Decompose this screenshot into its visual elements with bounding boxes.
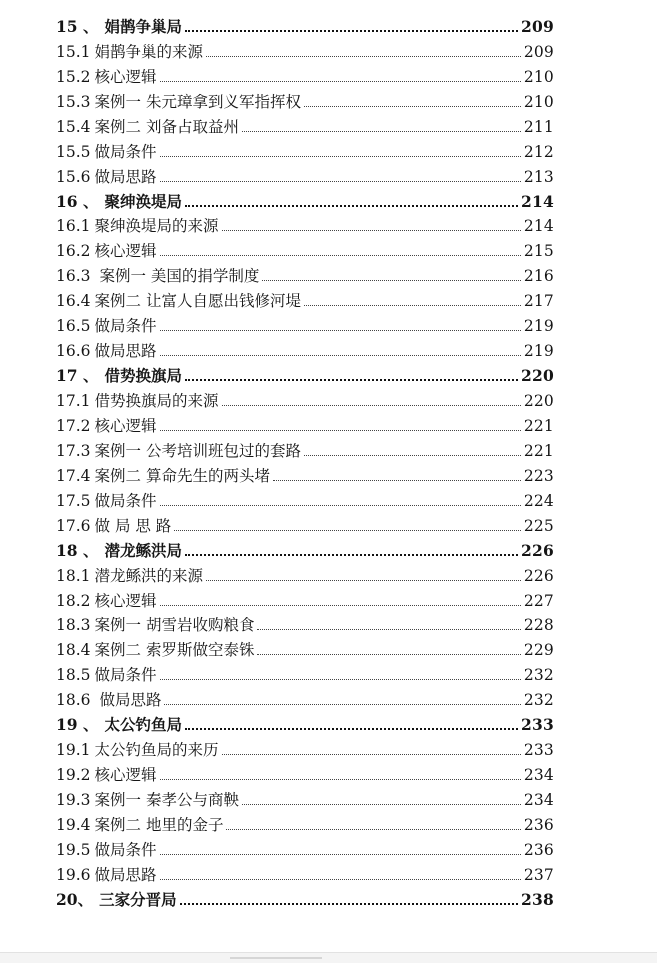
toc-entry-title: 案例二 索罗斯做空泰铢 (94, 641, 255, 660)
toc-chapter-entry[interactable] (56, 537, 554, 562)
dot-leader (185, 30, 518, 32)
toc-chapter-entry[interactable] (56, 362, 554, 387)
toc-entry-title: 太公钓鱼局的来历 (94, 741, 219, 760)
dot-leader (160, 430, 521, 431)
dot-leader (206, 56, 521, 57)
toc-section-entry[interactable] (56, 736, 554, 761)
toc-page-number: 220 (521, 366, 554, 386)
dot-leader (160, 679, 521, 680)
dot-leader (185, 205, 518, 207)
dot-leader (304, 106, 521, 107)
dot-leader (222, 754, 521, 755)
toc-page-number: 214 (523, 217, 554, 236)
dot-leader (160, 330, 521, 331)
toc-entry-title: 三家分晋局 (99, 889, 177, 909)
dot-leader (160, 255, 521, 256)
toc-entry-title: 核心逻辑 (94, 416, 157, 435)
toc-section-entry[interactable] (56, 163, 554, 188)
toc-page-number: 215 (523, 242, 554, 261)
toc-entry-title: 娟鹊争巢的来源 (94, 42, 204, 61)
toc-entry-number: 18 、 (56, 540, 99, 560)
dot-leader (222, 230, 521, 231)
toc-page-number: 233 (523, 741, 554, 760)
toc-entry-title: 案例二 让富人自愿出钱修河堤 (94, 292, 301, 311)
toc-section-entry[interactable] (56, 587, 554, 612)
toc-entry-number: 17 、 (56, 366, 99, 386)
toc-entry-number: 15.1 (56, 42, 91, 61)
toc-section-entry[interactable] (56, 612, 554, 637)
toc-page-number: 238 (521, 889, 554, 909)
toc-entry-number: 19.1 (56, 741, 91, 760)
toc-entry-title: 案例一 秦孝公与商鞅 (94, 791, 239, 809)
dot-leader (242, 804, 521, 805)
toc-section-entry[interactable] (56, 836, 554, 861)
toc-entry-number: 20、 (56, 889, 94, 909)
toc-section-entry[interactable] (56, 512, 554, 537)
toc-section-entry[interactable] (56, 412, 554, 437)
dot-leader (160, 854, 521, 855)
toc-entry-title: 做局条件 (94, 317, 157, 336)
toc-entry-number: 19.3 (56, 791, 91, 809)
dot-leader (160, 879, 521, 880)
toc-section-entry[interactable] (56, 761, 554, 786)
toc-entry-title: 案例二 刘备占取益州 (94, 117, 239, 136)
dot-leader (160, 81, 521, 82)
dot-leader (222, 405, 521, 406)
dot-leader (174, 530, 521, 531)
toc-entry-title: 核心逻辑 (94, 242, 157, 261)
toc-entry-title: 案例一 朱元璋拿到义军指挥权 (94, 92, 301, 111)
toc-section-entry[interactable] (56, 287, 554, 312)
toc-page-number: 232 (523, 691, 554, 710)
toc-entry-number: 17.6 (56, 516, 91, 535)
toc-page-number: 232 (523, 666, 554, 685)
dot-leader (160, 181, 521, 182)
toc-entry-number: 18.3 (56, 616, 91, 635)
toc-page-number: 220 (523, 392, 554, 410)
toc-page-number: 219 (523, 317, 554, 336)
toc-entry-number: 18.1 (56, 566, 91, 585)
toc-entry-number: 16.4 (56, 292, 91, 311)
toc-section-entry[interactable] (56, 861, 554, 886)
toc-chapter-entry[interactable] (56, 886, 554, 911)
toc-entry-number: 17.2 (56, 416, 91, 435)
toc-entry-title: 案例一 美国的捐学制度 (94, 267, 260, 286)
toc-entry-title: 聚绅涣堤局 (104, 191, 182, 211)
toc-page-number: 209 (523, 42, 554, 61)
toc-section-entry[interactable] (56, 686, 554, 711)
toc-chapter-entry[interactable] (56, 188, 554, 213)
toc-chapter-entry[interactable] (56, 13, 554, 38)
dot-leader (160, 156, 521, 157)
toc-entry-number: 18.5 (56, 666, 91, 685)
dot-leader (262, 280, 520, 281)
dot-leader (185, 728, 518, 730)
toc-page-number: 217 (523, 292, 554, 311)
toc-section-entry[interactable] (56, 312, 554, 337)
dot-leader (160, 505, 521, 506)
toc-entry-number: 18.4 (56, 641, 91, 660)
toc-section-entry[interactable] (56, 636, 554, 661)
toc-section-entry[interactable] (56, 262, 554, 287)
toc-entry-title: 太公钓鱼局 (104, 715, 182, 735)
toc-page-number: 237 (523, 865, 554, 884)
toc-section-entry[interactable] (56, 811, 554, 836)
toc-page-number: 210 (523, 67, 554, 86)
toc-page-number: 234 (523, 766, 554, 785)
toc-page-number: 216 (523, 267, 554, 286)
toc-page-number: 223 (523, 466, 554, 485)
toc-entry-number: 17.5 (56, 491, 91, 510)
toc-entry-title: 借势换旗局 (104, 366, 182, 386)
dot-leader (185, 554, 518, 556)
dot-leader (304, 455, 521, 456)
toc-chapter-entry[interactable] (56, 711, 554, 736)
toc-entry-title: 案例一 公考培训班包过的套路 (94, 441, 301, 460)
toc-entry-title: 做局思路 (94, 342, 157, 361)
toc-entry-number: 19.2 (56, 766, 91, 785)
toc-entry-title: 借势换旗局的来源 (94, 392, 219, 410)
toc-page-number: 233 (521, 715, 554, 735)
toc-section-entry[interactable] (56, 88, 554, 113)
toc-page-number: 214 (521, 191, 554, 211)
toc-page-number: 209 (521, 16, 554, 36)
toc-page-number: 236 (523, 840, 554, 859)
toc-entry-title: 做局思路 (94, 865, 157, 884)
toc-section-entry[interactable] (56, 562, 554, 587)
toc-entry-number: 15.6 (56, 167, 91, 186)
dot-leader (257, 629, 520, 630)
toc-entry-number: 15.5 (56, 142, 91, 161)
toc-page-number: 234 (523, 791, 554, 809)
toc-page-number: 211 (523, 117, 554, 136)
toc-page-number: 221 (523, 441, 554, 460)
toc-entry-number: 19 、 (56, 715, 99, 735)
dot-leader (160, 605, 521, 606)
toc-entry-title: 案例二 算命先生的两头堵 (94, 466, 270, 485)
toc-page-number: 210 (523, 92, 554, 111)
toc-page-number: 226 (523, 566, 554, 585)
toc-entry-title: 核心逻辑 (94, 591, 157, 610)
toc-section-entry[interactable] (56, 661, 554, 686)
toc-entry-title: 做 局 思 路 (94, 516, 172, 535)
toc-entry-number: 16 、 (56, 191, 99, 211)
toc-page-number: 221 (523, 416, 554, 435)
toc-section-entry[interactable] (56, 437, 554, 462)
toc-entry-title: 潜龙鲧洪局 (104, 540, 182, 560)
toc-section-entry[interactable] (56, 113, 554, 138)
toc-entry-number: 18.6 (56, 691, 91, 710)
toc-page-number: 226 (521, 540, 554, 560)
toc-entry-number: 15 、 (56, 16, 99, 36)
toc-section-entry[interactable] (56, 38, 554, 63)
toc-page-number: 225 (523, 516, 554, 535)
toc-entry-number: 16.3 (56, 267, 91, 286)
table-of-contents (56, 13, 554, 911)
toc-entry-number: 19.6 (56, 865, 91, 884)
toc-page-number: 219 (523, 342, 554, 361)
dot-leader (164, 704, 520, 705)
page-footer-mark (230, 957, 322, 959)
toc-entry-number: 17.3 (56, 441, 91, 460)
toc-page-number: 224 (523, 491, 554, 510)
toc-entry-title: 核心逻辑 (94, 766, 157, 785)
dot-leader (160, 355, 521, 356)
toc-page-number: 228 (523, 616, 554, 635)
toc-entry-number: 16.6 (56, 342, 91, 361)
toc-entry-number: 17.4 (56, 466, 91, 485)
toc-entry-title: 案例一 胡雪岩收购粮食 (94, 616, 255, 635)
toc-entry-title: 聚绅涣堤局的来源 (94, 217, 219, 236)
dot-leader (226, 829, 520, 830)
toc-section-entry[interactable] (56, 786, 554, 811)
toc-entry-title: 做局思路 (94, 691, 162, 710)
toc-section-entry[interactable] (56, 337, 554, 362)
toc-entry-title: 核心逻辑 (94, 67, 157, 86)
toc-entry-title: 做局条件 (94, 142, 157, 161)
dot-leader (160, 779, 521, 780)
toc-section-entry[interactable] (56, 63, 554, 88)
toc-section-entry[interactable] (56, 138, 554, 163)
toc-entry-number: 16.5 (56, 317, 91, 336)
toc-entry-number: 19.4 (56, 815, 91, 834)
toc-entry-number: 18.2 (56, 591, 91, 610)
toc-entry-number: 15.3 (56, 92, 91, 111)
toc-entry-title: 潜龙鲧洪的来源 (94, 566, 204, 585)
toc-section-entry[interactable] (56, 213, 554, 238)
toc-page-number: 212 (523, 142, 554, 161)
toc-page-number: 213 (523, 167, 554, 186)
toc-entry-title: 做局条件 (94, 840, 157, 859)
dot-leader (257, 654, 520, 655)
toc-entry-number: 15.2 (56, 67, 91, 86)
toc-section-entry[interactable] (56, 487, 554, 512)
toc-entry-number: 15.4 (56, 117, 91, 136)
toc-entry-title: 做局思路 (94, 167, 157, 186)
toc-section-entry[interactable] (56, 237, 554, 262)
dot-leader (304, 305, 521, 306)
toc-entry-title: 娟鹊争巢局 (104, 16, 182, 36)
dot-leader (180, 903, 518, 905)
toc-entry-number: 16.2 (56, 242, 91, 261)
dot-leader (185, 379, 518, 381)
toc-entry-title: 案例二 地里的金子 (94, 815, 224, 834)
toc-entry-title: 做局条件 (94, 491, 157, 510)
toc-section-entry[interactable] (56, 462, 554, 487)
dot-leader (273, 480, 521, 481)
dot-leader (242, 131, 521, 132)
toc-section-entry[interactable] (56, 387, 554, 412)
toc-page-number: 236 (523, 815, 554, 834)
dot-leader (206, 580, 521, 581)
toc-entry-number: 19.5 (56, 840, 91, 859)
page-bottom-edge (0, 952, 657, 963)
toc-entry-number: 17.1 (56, 392, 91, 410)
toc-entry-number: 16.1 (56, 217, 91, 236)
toc-page-number: 229 (523, 641, 554, 660)
toc-page-number: 227 (523, 591, 554, 610)
toc-entry-title: 做局条件 (94, 666, 157, 685)
